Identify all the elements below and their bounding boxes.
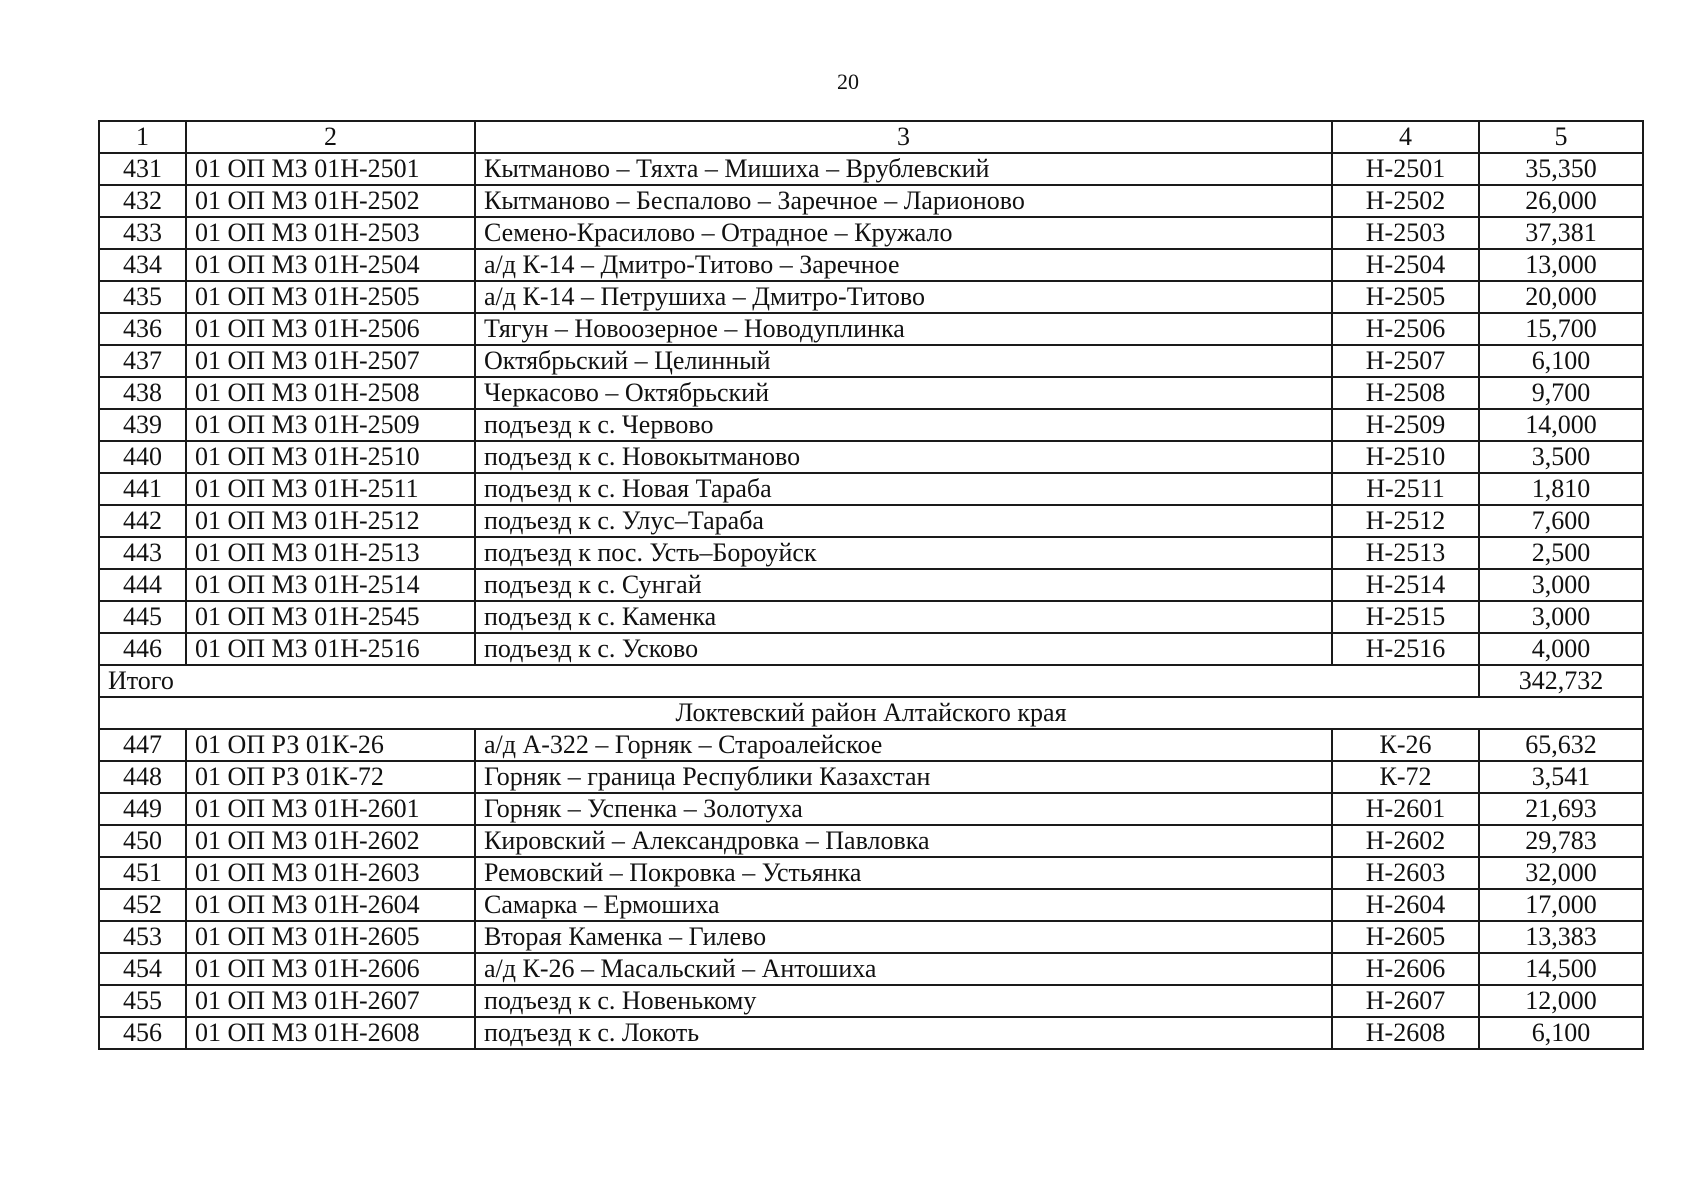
- road-id: Н-2515: [1332, 601, 1479, 633]
- row-number: 442: [99, 505, 186, 537]
- road-id: Н-2511: [1332, 473, 1479, 505]
- table-row: [99, 281, 1643, 313]
- row-number: 433: [99, 217, 186, 249]
- road-id: К-26: [1332, 729, 1479, 761]
- row-number: 450: [99, 825, 186, 857]
- road-code: 01 ОП МЗ 01Н-2506: [186, 313, 475, 345]
- road-name: Кытманово – Тяхта – Мишиха – Врублевский: [475, 153, 1332, 185]
- table-row: [99, 985, 1643, 1017]
- page-number: 20: [837, 69, 859, 94]
- road-code: 01 ОП МЗ 01Н-2602: [186, 825, 475, 857]
- table-row: [99, 729, 1643, 761]
- row-number: 455: [99, 985, 186, 1017]
- row-number: 444: [99, 569, 186, 601]
- roads-table-body: [99, 121, 1643, 1049]
- road-id: Н-2510: [1332, 441, 1479, 473]
- road-name: Семено-Красилово – Отрадное – Кружало: [475, 217, 1332, 249]
- road-code: 01 ОП МЗ 01Н-2545: [186, 601, 475, 633]
- row-number: 440: [99, 441, 186, 473]
- road-id: Н-2605: [1332, 921, 1479, 953]
- header-row: [99, 121, 1643, 153]
- row-number: 439: [99, 409, 186, 441]
- row-number: 454: [99, 953, 186, 985]
- row-number: 451: [99, 857, 186, 889]
- road-code: 01 ОП МЗ 01Н-2513: [186, 537, 475, 569]
- road-name: а/д А-322 – Горняк – Староалейское: [475, 729, 1332, 761]
- road-id: Н-2601: [1332, 793, 1479, 825]
- road-code: 01 ОП МЗ 01Н-2604: [186, 889, 475, 921]
- road-id: Н-2603: [1332, 857, 1479, 889]
- table-row: [99, 217, 1643, 249]
- road-name: Октябрьский – Целинный: [475, 345, 1332, 377]
- road-length: 65,632: [1479, 729, 1643, 761]
- row-number: 453: [99, 921, 186, 953]
- road-code: 01 ОП МЗ 01Н-2503: [186, 217, 475, 249]
- road-name: Вторая Каменка – Гилево: [475, 921, 1332, 953]
- road-code: 01 ОП МЗ 01Н-2507: [186, 345, 475, 377]
- road-code: 01 ОП МЗ 01Н-2509: [186, 409, 475, 441]
- road-code: 01 ОП РЗ 01К-72: [186, 761, 475, 793]
- road-name: а/д К-14 – Дмитро-Титово – Заречное: [475, 249, 1332, 281]
- road-id: Н-2509: [1332, 409, 1479, 441]
- road-length: 14,500: [1479, 953, 1643, 985]
- road-length: 6,100: [1479, 345, 1643, 377]
- road-code: 01 ОП МЗ 01Н-2607: [186, 985, 475, 1017]
- road-name: а/д К-14 – Петрушиха – Дмитро-Титово: [475, 281, 1332, 313]
- header-col-2: 2: [186, 121, 475, 153]
- table-row: [99, 1017, 1643, 1049]
- road-code: 01 ОП МЗ 01Н-2512: [186, 505, 475, 537]
- road-id: Н-2606: [1332, 953, 1479, 985]
- table-row: [99, 889, 1643, 921]
- table-row: [99, 601, 1643, 633]
- table-row: [99, 537, 1643, 569]
- table-row: [99, 473, 1643, 505]
- road-length: 20,000: [1479, 281, 1643, 313]
- road-code: 01 ОП МЗ 01Н-2516: [186, 633, 475, 665]
- road-code: 01 ОП МЗ 01Н-2505: [186, 281, 475, 313]
- road-length: 7,600: [1479, 505, 1643, 537]
- total-label: Итого: [99, 665, 1479, 697]
- road-name: Самарка – Ермошиха: [475, 889, 1332, 921]
- road-code: 01 ОП МЗ 01Н-2608: [186, 1017, 475, 1049]
- road-length: 29,783: [1479, 825, 1643, 857]
- row-number: 456: [99, 1017, 186, 1049]
- road-length: 6,100: [1479, 1017, 1643, 1049]
- road-name: подъезд к с. Сунгай: [475, 569, 1332, 601]
- road-length: 3,541: [1479, 761, 1643, 793]
- road-id: Н-2501: [1332, 153, 1479, 185]
- road-name: подъезд к с. Новенькому: [475, 985, 1332, 1017]
- road-id: Н-2504: [1332, 249, 1479, 281]
- header-col-4: 4: [1332, 121, 1479, 153]
- row-number: 447: [99, 729, 186, 761]
- table-row: [99, 185, 1643, 217]
- road-name: Кытманово – Беспалово – Заречное – Ларионово: [475, 185, 1332, 217]
- road-length: 13,000: [1479, 249, 1643, 281]
- road-code: 01 ОП МЗ 01Н-2606: [186, 953, 475, 985]
- road-id: Н-2506: [1332, 313, 1479, 345]
- row-number: 445: [99, 601, 186, 633]
- road-name: подъезд к с. Червово: [475, 409, 1332, 441]
- table-row: [99, 441, 1643, 473]
- road-name: подъезд к с. Усково: [475, 633, 1332, 665]
- road-id: Н-2503: [1332, 217, 1479, 249]
- table-row: [99, 793, 1643, 825]
- road-length: 32,000: [1479, 857, 1643, 889]
- table-row: [99, 313, 1643, 345]
- road-name: Ремовский – Покровка – Устьянка: [475, 857, 1332, 889]
- table-row: [99, 377, 1643, 409]
- row-number: 446: [99, 633, 186, 665]
- header-col-3: 3: [475, 121, 1332, 153]
- road-code: 01 ОП МЗ 01Н-2510: [186, 441, 475, 473]
- header-col-1: 1: [99, 121, 186, 153]
- road-code: 01 ОП МЗ 01Н-2601: [186, 793, 475, 825]
- road-code: 01 ОП МЗ 01Н-2514: [186, 569, 475, 601]
- road-code: 01 ОП МЗ 01Н-2502: [186, 185, 475, 217]
- table-row: [99, 345, 1643, 377]
- road-length: 12,000: [1479, 985, 1643, 1017]
- table-row: [99, 249, 1643, 281]
- road-id: Н-2516: [1332, 633, 1479, 665]
- road-name: Кировский – Александровка – Павловка: [475, 825, 1332, 857]
- roads-table: [98, 120, 1644, 1050]
- road-code: 01 ОП МЗ 01Н-2605: [186, 921, 475, 953]
- road-name: подъезд к с. Каменка: [475, 601, 1332, 633]
- road-id: Н-2507: [1332, 345, 1479, 377]
- table-row: [99, 953, 1643, 985]
- road-length: 9,700: [1479, 377, 1643, 409]
- road-length: 17,000: [1479, 889, 1643, 921]
- road-id: Н-2513: [1332, 537, 1479, 569]
- road-length: 15,700: [1479, 313, 1643, 345]
- table-row: [99, 921, 1643, 953]
- road-id: Н-2604: [1332, 889, 1479, 921]
- road-length: 4,000: [1479, 633, 1643, 665]
- table-row: [99, 761, 1643, 793]
- road-code: 01 ОП МЗ 01Н-2504: [186, 249, 475, 281]
- table-row: [99, 569, 1643, 601]
- road-code: 01 ОП МЗ 01Н-2501: [186, 153, 475, 185]
- road-name: подъезд к с. Локоть: [475, 1017, 1332, 1049]
- road-id: Н-2608: [1332, 1017, 1479, 1049]
- row-number: 432: [99, 185, 186, 217]
- row-number: 448: [99, 761, 186, 793]
- road-code: 01 ОП МЗ 01Н-2511: [186, 473, 475, 505]
- road-length: 14,000: [1479, 409, 1643, 441]
- row-number: 436: [99, 313, 186, 345]
- road-length: 13,383: [1479, 921, 1643, 953]
- total-row: [99, 665, 1643, 697]
- road-name: подъезд к пос. Усть–Бороуйск: [475, 537, 1332, 569]
- road-length: 26,000: [1479, 185, 1643, 217]
- road-name: Тягун – Новоозерное – Новодуплинка: [475, 313, 1332, 345]
- header-col-5: 5: [1479, 121, 1643, 153]
- row-number: 434: [99, 249, 186, 281]
- row-number: 443: [99, 537, 186, 569]
- row-number: 431: [99, 153, 186, 185]
- table-row: [99, 505, 1643, 537]
- road-length: 3,000: [1479, 601, 1643, 633]
- row-number: 449: [99, 793, 186, 825]
- road-length: 21,693: [1479, 793, 1643, 825]
- road-name: Горняк – Успенка – Золотуха: [475, 793, 1332, 825]
- road-id: Н-2607: [1332, 985, 1479, 1017]
- total-value: 342,732: [1479, 665, 1643, 697]
- road-id: Н-2514: [1332, 569, 1479, 601]
- table-row: [99, 153, 1643, 185]
- road-name: подъезд к с. Новая Тараба: [475, 473, 1332, 505]
- road-length: 2,500: [1479, 537, 1643, 569]
- road-length: 37,381: [1479, 217, 1643, 249]
- table-row: [99, 409, 1643, 441]
- road-id: Н-2602: [1332, 825, 1479, 857]
- road-length: 1,810: [1479, 473, 1643, 505]
- road-length: 3,000: [1479, 569, 1643, 601]
- road-id: Н-2505: [1332, 281, 1479, 313]
- road-id: Н-2512: [1332, 505, 1479, 537]
- road-length: 35,350: [1479, 153, 1643, 185]
- row-number: 441: [99, 473, 186, 505]
- road-length: 3,500: [1479, 441, 1643, 473]
- road-name: подъезд к с. Новокытманово: [475, 441, 1332, 473]
- table-row: [99, 857, 1643, 889]
- road-name: Черкасово – Октябрьский: [475, 377, 1332, 409]
- road-name: а/д К-26 – Масальский – Антошиха: [475, 953, 1332, 985]
- table-row: [99, 825, 1643, 857]
- row-number: 438: [99, 377, 186, 409]
- road-code: 01 ОП МЗ 01Н-2508: [186, 377, 475, 409]
- road-code: 01 ОП МЗ 01Н-2603: [186, 857, 475, 889]
- row-number: 452: [99, 889, 186, 921]
- table-row: [99, 633, 1643, 665]
- road-name: подъезд к с. Улус–Тараба: [475, 505, 1332, 537]
- row-number: 435: [99, 281, 186, 313]
- road-name: Горняк – граница Республики Казахстан: [475, 761, 1332, 793]
- road-code: 01 ОП РЗ 01К-26: [186, 729, 475, 761]
- row-number: 437: [99, 345, 186, 377]
- section-row: [99, 697, 1643, 729]
- road-id: К-72: [1332, 761, 1479, 793]
- road-id: Н-2502: [1332, 185, 1479, 217]
- road-id: Н-2508: [1332, 377, 1479, 409]
- section-title: Локтевский район Алтайского края: [99, 697, 1643, 729]
